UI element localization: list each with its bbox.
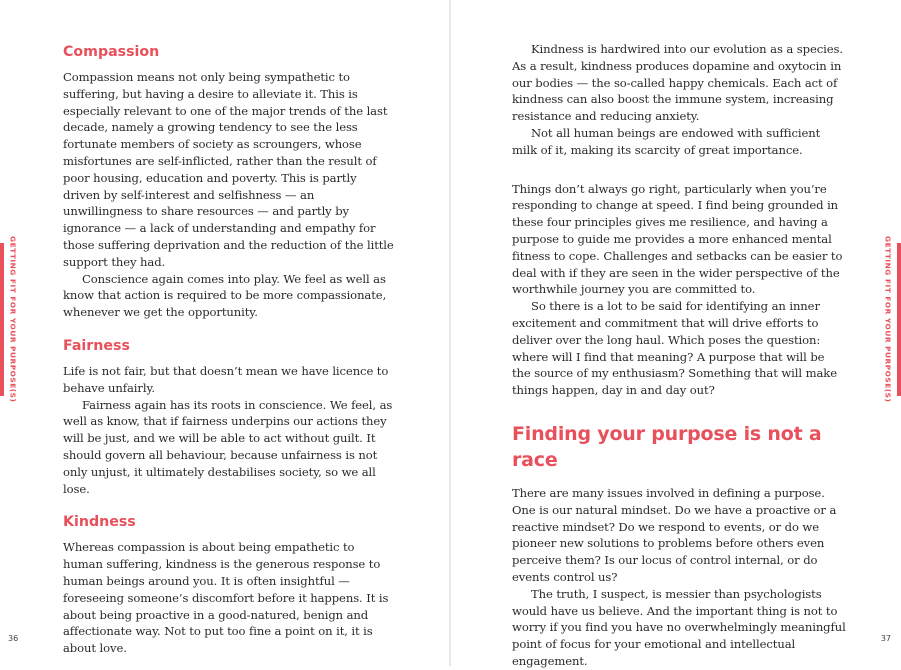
page-number-right: 37 [880, 634, 891, 643]
paragraph: Things don’t always go right, particularly when you’re responding to change at speed. I find being grounded in these four principles gives me resilience, and having a purpose to guide me provides a more enhanced mental fitness to cope. Challenges and setbacks can be easier to deal with if they are seen in the wider perspective of the worthwhile journey you are committed to. [512, 181, 843, 297]
side-tab-bar [0, 243, 4, 396]
heading-fairness: Fairness [63, 337, 130, 354]
paragraph: Conscience again comes into play. We feel as well as know that action is required to be more compassionate, whenever we get the opportunity. [63, 271, 387, 320]
right-page [451, 0, 901, 666]
paragraph: Kindness is hardwired into our evolution as a species. As a result, kindness produces dopamine and oxytocin in our bodies — the so-called happy chemicals. Each act of kindness can also boost the immune system, increasing resistance and reducing anxiety. [512, 42, 843, 124]
paragraph: So there is a lot to be said for identifying an inner excitement and commitment that will drive efforts to deliver over the long haul. Which poses the question: where will I find that meaning? A purpose that will be the source of my enthusiasm? Something that will make things happen, day in and day out? [512, 299, 837, 398]
paragraph: Life is not fair, but that doesn’t mean we have licence to behave unfairly. [63, 363, 389, 395]
running-head-right [883, 236, 901, 403]
heading-kindness: Kindness [63, 514, 136, 531]
paragraph: Compassion means not only being sympathetic to suffering, but having a desire to alleviate it. This is especially relevant to one of the major trends of the last decade, namely a growing tendency to see the less fortunate members of society as scroungers, whose misfortunes are self-inflicted, rather than the result of poor housing, education and poverty. This is partly driven by self-interest and selfishness — an unwillingness to share resources — and partly by ignorance — a lack of understanding and empathy for those suffering deprivation and the reduction of the little support they had. [63, 70, 394, 269]
right-text-column [512, 41, 846, 670]
paragraph: There are many issues involved in defining a purpose. One is our natural mindset. Do we have a proactive or a reactive mindset? Do we respond to events, or do we pioneer new solutions to problems before others even perceive them? Is our locus of control internal, or do events control us? [512, 485, 837, 584]
left-text-column [63, 41, 395, 657]
heading-finding-purpose: Finding your purpose is not a race [512, 422, 822, 471]
running-head-text: GETTING FIT FOR YOUR PURPOSE(S) [883, 236, 893, 403]
paragraph: Whereas compassion is about being empathetic to human suffering, kindness is the generous response to human beings around you. It is often insightful — foreseeing someone’s discomfort before it happens. It is about being proactive in a good-natured, benign and affectionate way. Not to put too fine a point on it, it is about love. [63, 540, 389, 656]
side-tab-bar [897, 243, 901, 396]
page-number-left: 36 [8, 634, 19, 643]
paragraph: The truth, I suspect, is messier than psychologists would have us believe. And the important thing is not to worry if you find you have no overwhelmingly meaningful point of focus for your emotional and intellectual engagement. [512, 586, 846, 668]
running-head-text: GETTING FIT FOR YOUR PURPOSE(S) [8, 236, 18, 403]
left-page [0, 0, 450, 666]
paragraph: Fairness again has its roots in conscience. We feel, as well as know, that if fairness underpins our actions they will be just, and we will be able to act without guilt. It should govern all behaviour, because unfairness is not only unjust, it ultimately destabilises society, so we all lose. [63, 397, 393, 496]
heading-compassion: Compassion [63, 44, 160, 60]
paragraph: Not all human beings are endowed with sufficient milk of it, making its scarcity of great importance. [512, 125, 821, 157]
running-head-left [0, 236, 18, 403]
